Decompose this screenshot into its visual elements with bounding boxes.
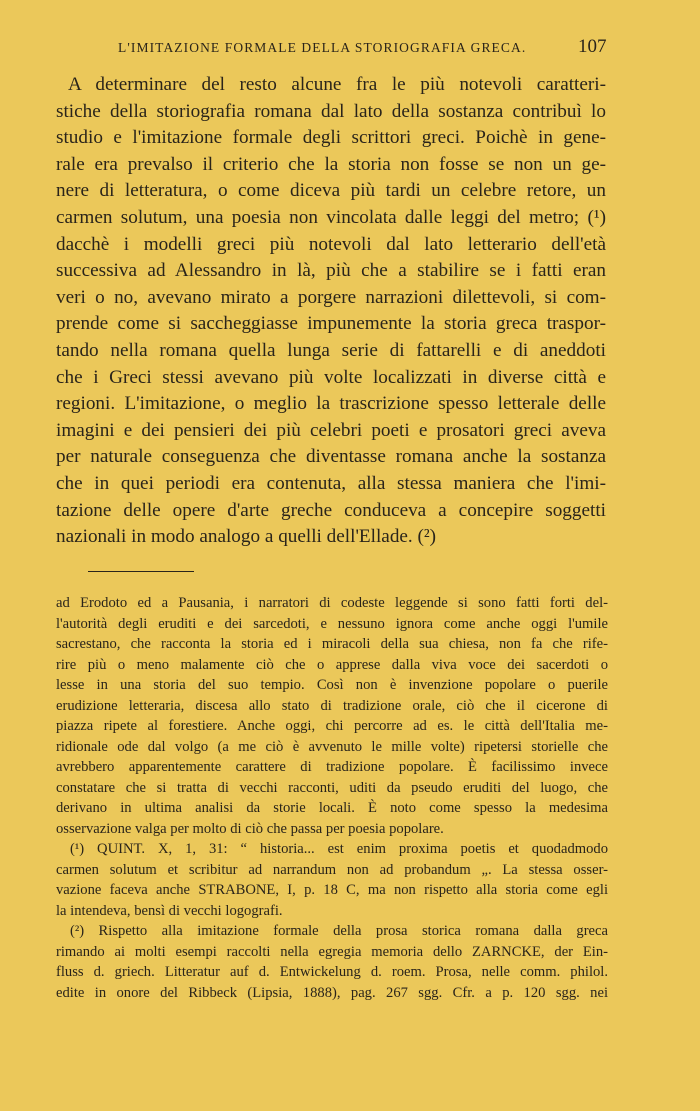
text-line: imagini e dei pensieri dei più celebri poeti e prosatori greci aveva — [56, 419, 606, 441]
footnote-line: sacrestano, che racconta la storia ed i miracoli della sua chiesa, non fa che rife- — [56, 636, 608, 652]
text-line: regioni. L'imitazione, o meglio la trascrizione spesso letterale delle — [56, 393, 606, 415]
text-line: A determinare del resto alcune fra le più notevoli caratteri- — [68, 74, 606, 95]
text-line: che in quei periodi era contenuta, alla stessa maniera che l'imi- — [56, 472, 606, 494]
text-line: nazionali in modo analogo a quelli dell'Ellade. (²) — [56, 526, 437, 548]
text-line: carmen solutum, una poesia non vincolata dalle leggi del metro; (¹) — [56, 206, 606, 228]
footnote-line: ad Erodoto ed a Pausania, i narratori di codeste leggende si sono fatti forti del- — [56, 595, 608, 611]
text-line: tazione delle opere d'arte greche conduceva a concepire soggetti — [56, 499, 606, 521]
footnote-separator — [88, 571, 194, 572]
footnote-1-line: (¹) QUINT. X, 1, 31: “ historia... est enim proxima poetis et quodadmodo — [70, 841, 608, 857]
page-number: 107 — [578, 36, 607, 57]
footnote-line: derivano in ultima analisi da storie locali. È noto come spesso la medesima — [56, 800, 608, 816]
footnote-line: lesse in una storia del suo tempio. Così non è invenzione popolare o puerile — [56, 677, 608, 693]
text-line: che i Greci stessi avevano più volte localizzati in diverse città e — [56, 366, 606, 388]
text-line: veri o no, avevano mirato a porgere narrazioni dilettevoli, si com- — [56, 286, 606, 308]
running-title: L'IMITAZIONE FORMALE DELLA STORIOGRAFIA GRECA. — [118, 40, 527, 55]
footnote-line: rire più o meno malamente ciò che o apprese dalla viva voce dei sacerdoti o — [56, 656, 608, 673]
text-line: dacchè i modelli greci più notevoli dal lato letterario dell'età — [56, 233, 606, 255]
footnote-line: avrebbero apparentemente carattere di tradizione popolare. È facilissimo invece — [56, 759, 608, 775]
footnote-1-line: carmen solutum et scribitur ad narrandum non ad probandum „. La stessa osser- — [56, 861, 608, 878]
footnote-2-line: (²) Rispetto alla imitazione formale della prosa storica romana dalla greca — [70, 923, 608, 939]
text-line: stiche della storiografia romana dal lato della sostanza contribuì lo — [56, 100, 606, 122]
text-line: successiva ad Alessandro in là, più che a stabilire se i fatti eran — [56, 260, 606, 282]
footnote-line: piazza ripete al forestiere. Anche oggi, chi percorre ad es. le città dell'Italia me- — [56, 718, 608, 734]
footnote-line: constatare che si tratta di vecchi racconti, uditi da pseudo eruditi del luogo, che — [56, 779, 608, 796]
footnote-2-line: edite in onore del Ribbeck (Lipsia, 1888), pag. 267 sgg. Cfr. a p. 120 sgg. nei — [56, 984, 608, 1001]
footnote-1-line: la intendeva, bensì di vecchi logografi. — [56, 902, 283, 919]
text-line: prende come si saccheggiasse impunemente la storia greca traspor- — [56, 313, 606, 335]
footnote-1-line: vazione faceva anche STRABONE, I, p. 18 C, ma non rispetto alla storia come egli — [56, 882, 608, 898]
text-line: studio e l'imitazione formale degli scrittori greci. Poichè in gene- — [56, 127, 606, 149]
text-line: per naturale conseguenza che diventasse romana anche la sostanza — [56, 446, 606, 468]
footnote-line: erudizione letteraria, discesa allo stato di tradizione orale, ciò che il cicerone di — [56, 697, 608, 714]
main-text — [56, 72, 606, 551]
text-line: rale era prevalso il criterio che la storia non fosse se non un ge- — [56, 153, 606, 175]
running-head — [0, 36, 700, 60]
footnote-2-line: rimando ai molti esempi raccolti nella egregia memoria dello ZARNCKE, der Ein- — [56, 943, 608, 960]
text-line: tando nella romana quella lunga serie di fattarelli e di aneddoti — [56, 339, 606, 361]
footnote-line: l'autorità degli eruditi e dei sarcedoti, e nessuno ignora come anche oggi l'umile — [56, 615, 608, 632]
footnote-line: osservazione valga per molto di ciò che passa per poesia popolare. — [56, 820, 444, 837]
text-line: nere di letteratura, o come diceva più tardi un celebre retore, un — [56, 180, 606, 202]
footnotes — [56, 593, 608, 1003]
footnote-2-line: fluss d. griech. Litteratur auf d. Entwickelung d. roem. Prosa, nelle comm. philol. — [56, 964, 608, 980]
footnote-line: ridionale ode dal volgo (a me ciò è avvenuto le mille volte) ripetersi storielle che — [56, 738, 608, 755]
